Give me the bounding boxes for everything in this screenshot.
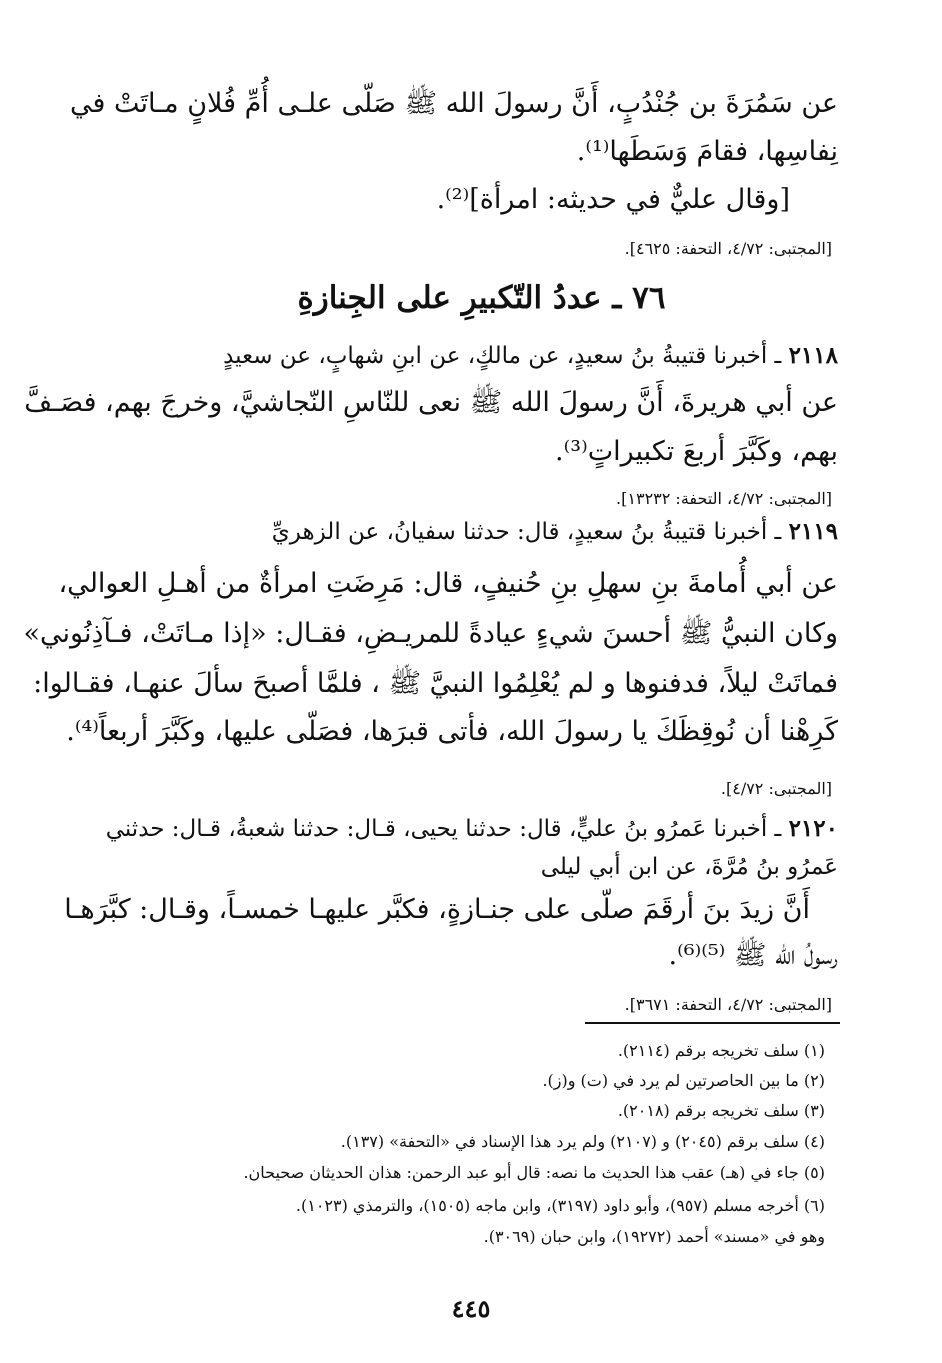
hadith-reference: [المجتبى: ٤/٧٢].	[720, 779, 832, 798]
hadith-text-line: بهم، وكَبَّرَ أربعَ تكبيراتٍ⁽³⁾.	[555, 436, 838, 467]
hadith-number: ٢١٢٠	[788, 815, 838, 842]
hadith-reference: [المجتبى: ٤/٧٢، التحفة: ١٣٢٣٢].	[616, 489, 832, 508]
hadith-text-line: عن أبي هريرةَ، أَنَّ رسولَ الله ﷺ نعى للنّاسِ النّجاشيَّ، وخرجَ بهم، فصَـفَّ	[24, 387, 838, 418]
hadith-text-line: [وقال عليٌّ في حديثه: امرأة]⁽²⁾.	[436, 184, 790, 215]
hadith-chain-text: ـ أخبرنا قتيبةُ بنُ سعيدٍ، عن مالكٍ، عن ابنِ شهابٍ، عن سعيدٍ	[223, 343, 789, 369]
chapter-heading: ٧٦ ـ عددُ التّكبيرِ على الجِنازةِ	[297, 280, 666, 316]
hadith-number: ٢١١٨	[788, 342, 838, 369]
hadith-chain-text: ـ أخبرنا عَمرُو بنُ عليٍّ، قال: حدثنا يحيى، قـال: حدثنا شعبةُ، قـال: حدثني	[105, 816, 789, 842]
hadith-text-line: وكان النبيُّ ﷺ أحسنَ شيءٍ عيادةً للمريـضِ، فقـال: «إذا مـاتَتْ، فـآذِنُوني»	[23, 618, 838, 649]
hadith-text-line: عن أبي أُمامةَ بنِ سهلِ بنِ حُنيفٍ، قال: مَرِضَتِ امرأةٌ من أهـلِ العوالي،	[58, 568, 838, 599]
hadith-chain-header	[125, 516, 838, 548]
page-number: ٤٤٥	[451, 1294, 491, 1323]
footnote: (٥) جاء في (هـ) عقب هذا الحديث ما نصه: قال أبو عبد الرحمن: هذان الحديثان صحيحان.	[243, 1163, 825, 1182]
hadith-text-line: نِفاسِها، فقامَ وَسَطَها⁽¹⁾.	[576, 136, 838, 167]
hadith-chain-text: ـ أخبرنا قتيبةُ بنُ سعيدٍ، قال: حدثنا سفيانُ، عن الزهريِّ	[271, 519, 789, 545]
hadith-number: ٢١١٩	[788, 518, 838, 545]
footnote-separator	[585, 1022, 840, 1024]
footnote: وهو في «مسند» أحمد (١٩٢٧٢)، وابن حبان (٣٠٦٩).	[483, 1227, 825, 1246]
hadith-reference: [المجتبى: ٤/٧٢، التحفة: ٤٦٢٥].	[624, 239, 832, 258]
footnote: (١) سلف تخريجه برقم (٢١١٤).	[617, 1041, 825, 1060]
hadith-text-line: رسولُ الله ﷺ ⁽⁵⁾⁽⁶⁾.	[668, 940, 838, 971]
hadith-text-line: عن سَمُرَةَ بن جُنْدُبٍ، أَنَّ رسولَ الله ﷺ صَلّى علـى أُمِّ فُلانٍ مـاتَتْ في	[70, 88, 838, 119]
hadith-text-line: أَنَّ زيدَ بنَ أرقَمَ صلّى على جنـازةٍ، فكبَّر عليهـا خمسـاً، وقـال: كبَّرَهـا	[64, 894, 810, 925]
footnote: (٢) ما بين الحاصرتين لم يرد في (ت) و(ز).	[542, 1071, 825, 1090]
footnote: (٤) سلف برقم (٢٠٤٥) و (٢١٠٧) ولم يرد هذا الإسناد في «التحفة» (١٣٧).	[340, 1132, 825, 1151]
footnote: (٦) أخرجه مسلم (٩٥٧)، وأبو داود (٣١٩٧)، وابن ماجه (١٥٠٥)، والترمذي (١٠٢٣).	[295, 1196, 825, 1215]
hadith-chain-header	[105, 813, 838, 845]
hadith-chain-header: عَمرُو بنُ مُرَّةَ، عن ابن أبي ليلى	[540, 854, 838, 880]
hadith-text-line: كَرِهْنا أن نُوقِظَكَ يا رسولَ الله، فأتى قبرَها، فصَلّى عليها، وكَبَّرَ أربعاً⁽⁴⁾.	[66, 716, 838, 747]
footnote: (٣) سلف تخريجه برقم (٢٠١٨).	[617, 1101, 825, 1120]
hadith-reference: [المجتبى: ٤/٧٢، التحفة: ٣٦٧١].	[624, 995, 832, 1014]
hadith-text-line: فماتَتْ ليلاً، فدفنوها و لم يُعْلِمُوا النبيَّ ﷺ ، فلمَّا أصبحَ سألَ عنهـا، فقـالوا:	[33, 668, 838, 699]
hadith-chain-header	[125, 340, 838, 372]
